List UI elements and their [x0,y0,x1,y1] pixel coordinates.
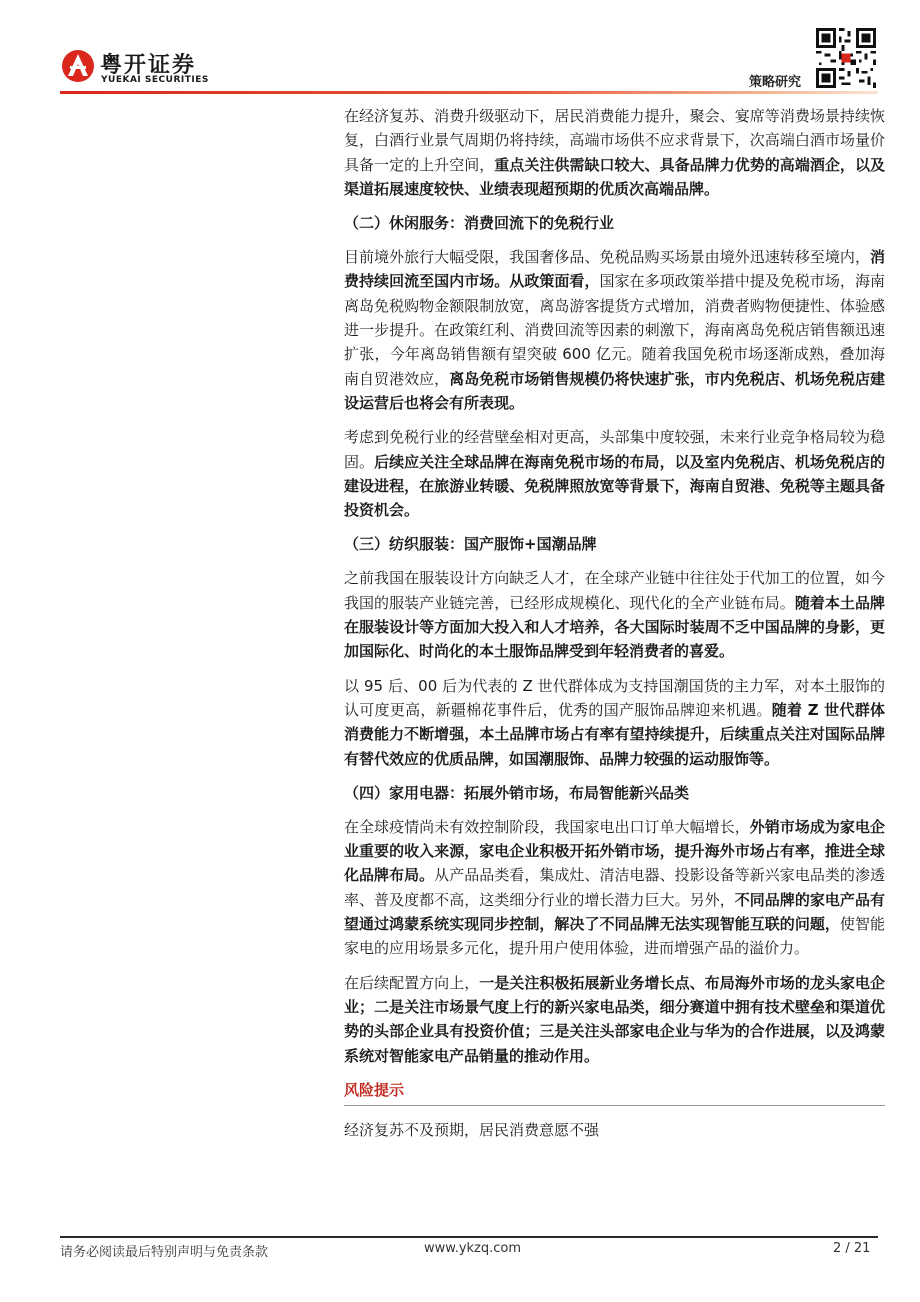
section-heading-textile: （三）纺织服装：国产服饰+国潮品牌 [344,535,597,554]
body-text: 使智能家电的应用场景多元化，提升用户使用体验，进而增强产品的溢价力。 [344,915,885,958]
body-text: 从产品品类看，集成灶、清洁电器、投影设备等新兴家电品类的渗透率、普及度都不高，这类细分行业的增长潜力巨大。另外， [344,866,885,909]
company-logo [60,48,220,88]
logo-text-cn: 粤开证券 [100,53,197,78]
paragraph [344,245,885,415]
risk-text: 经济复苏不及预期，居民消费意愿不强 [344,1120,600,1139]
risk-heading: 风险提示 [344,1080,405,1099]
emphasis-text: 随着 Z 世代群体消费能力不断增强，本土品牌市场占有率有望持续提升，后续重点关注对国际品牌有替代效应的优质品牌，如国潮服饰、品牌力较强的运动服饰等。 [344,700,885,768]
section-heading-appliances: （四）家用电器：拓展外销市场，布局智能新兴品类 [344,783,690,802]
body-text: 在全球疫情尚未有效控制阶段，我国家电出口订单大幅增长， [344,817,750,836]
qr-code-icon [816,28,876,88]
body-text: 国家在多项政策举措中提及免税市场，海南离岛免税购物金额限制放宽，离岛游客提货方式增加，消费者购物便捷性、体验感进一步提升。在政策红利、消费回流等因素的刺激下，海南离岛免税店销售额迅速扩张，今年离岛销售额有望突破 600 亿元。随着我国免税市场逐渐成熟，叠加海南自贸港效应， [344,272,885,388]
report-type-label: 策略研究 [749,75,802,90]
emphasis-text: 一是关注积极拓展新业务增长点、布局海外市场的龙头家电企业；二是关注市场景气度上行的新兴家电品类，细分赛道中拥有技术壁垒和渠道优势的头部企业具有投资价值；三是关注头部家电企业与华为的合作进展，以及鸿蒙系统对智能家电产品销量的推动作用。 [344,973,885,1065]
body-text: 在经济复苏、消费升级驱动下，居民消费能力提升，聚会、宴席等消费场景持续恢复，白酒行业景气周期仍将持续，高端市场供不应求背景下，次高端白酒市场量价具备一定的上升空间， [344,107,885,174]
header-divider [60,91,878,94]
emphasis-text: 消费持续回流至国内市场。从政策面看， [344,248,885,291]
page-number: 2 / 21 [833,1241,871,1256]
logo-mark-icon [60,48,96,84]
body-text: 目前境外旅行大幅受限，我国奢侈品、免税品购买场景由境外迅速转移至境内， [344,248,870,267]
paragraph [344,425,885,522]
paragraph [344,104,885,201]
paragraph [344,971,885,1068]
page-header [0,0,920,100]
section-heading-leisure: （二）休闲服务：消费回流下的免税行业 [344,214,615,233]
footer-url[interactable]: www.ykzq.com [424,1241,522,1256]
emphasis-text: 离岛免税市场销售规模仍将快速扩张，市内免税店、机场免税店建设运营后也将会有所表现。 [344,369,885,412]
body-text: 考虑到免税行业的经营壁垒相对更高，头部集中度较强，未来行业竞争格局较为稳固。 [344,428,885,471]
emphasis-text: 外销市场成为家电企业重要的收入来源，家电企业积极开拓外销市场，提升海外市场占有率，推进全球化品牌布局。 [344,817,885,885]
body-text: 之前我国在服装设计方向缺乏人才，在全球产业链中往往处于代加工的位置，如今我国的服装产业链完善，已经形成规模化、现代化的全产业链布局。 [344,569,885,612]
report-body [344,104,885,1152]
risk-divider [344,1105,885,1106]
body-text: 在后续配置方向上， [344,973,480,992]
footer-divider [60,1236,878,1238]
emphasis-text: 重点关注供需缺口较大、具备品牌力优势的高端酒企，以及渠道拓展速度较快、业绩表现超预期的优质次高端品牌。 [344,155,885,198]
footer-disclaimer: 请务必阅读最后特别声明与免责条款 [60,1245,269,1260]
paragraph [344,566,885,663]
emphasis-text: 不同品牌的家电产品有望通过鸿蒙系统实现同步控制，解决了不同品牌无法实现智能互联的问题， [344,890,885,934]
paragraph [344,674,885,771]
logo-text-en: YUEKAI SECURITIES [101,75,209,85]
body-text: 以 95 后、00 后为代表的 Z 世代群体成为支持国潮国货的主力军，对本土服饰的认可度更高，新疆棉花事件后，优秀的国产服饰品牌迎来机遇。 [344,676,885,719]
emphasis-text: 随着本土品牌在服装设计等方面加大投入和人才培养，各大国际时装周不乏中国品牌的身影，更加国际化、时尚化的本土服饰品牌受到年轻消费者的喜爱。 [344,593,885,661]
paragraph [344,815,885,961]
emphasis-text: 后续应关注全球品牌在海南免税市场的布局，以及室内免税店、机场免税店的建设进程，在旅游业转暖、免税牌照放宽等背景下，海南自贸港、免税等主题具备投资机会。 [344,452,885,520]
